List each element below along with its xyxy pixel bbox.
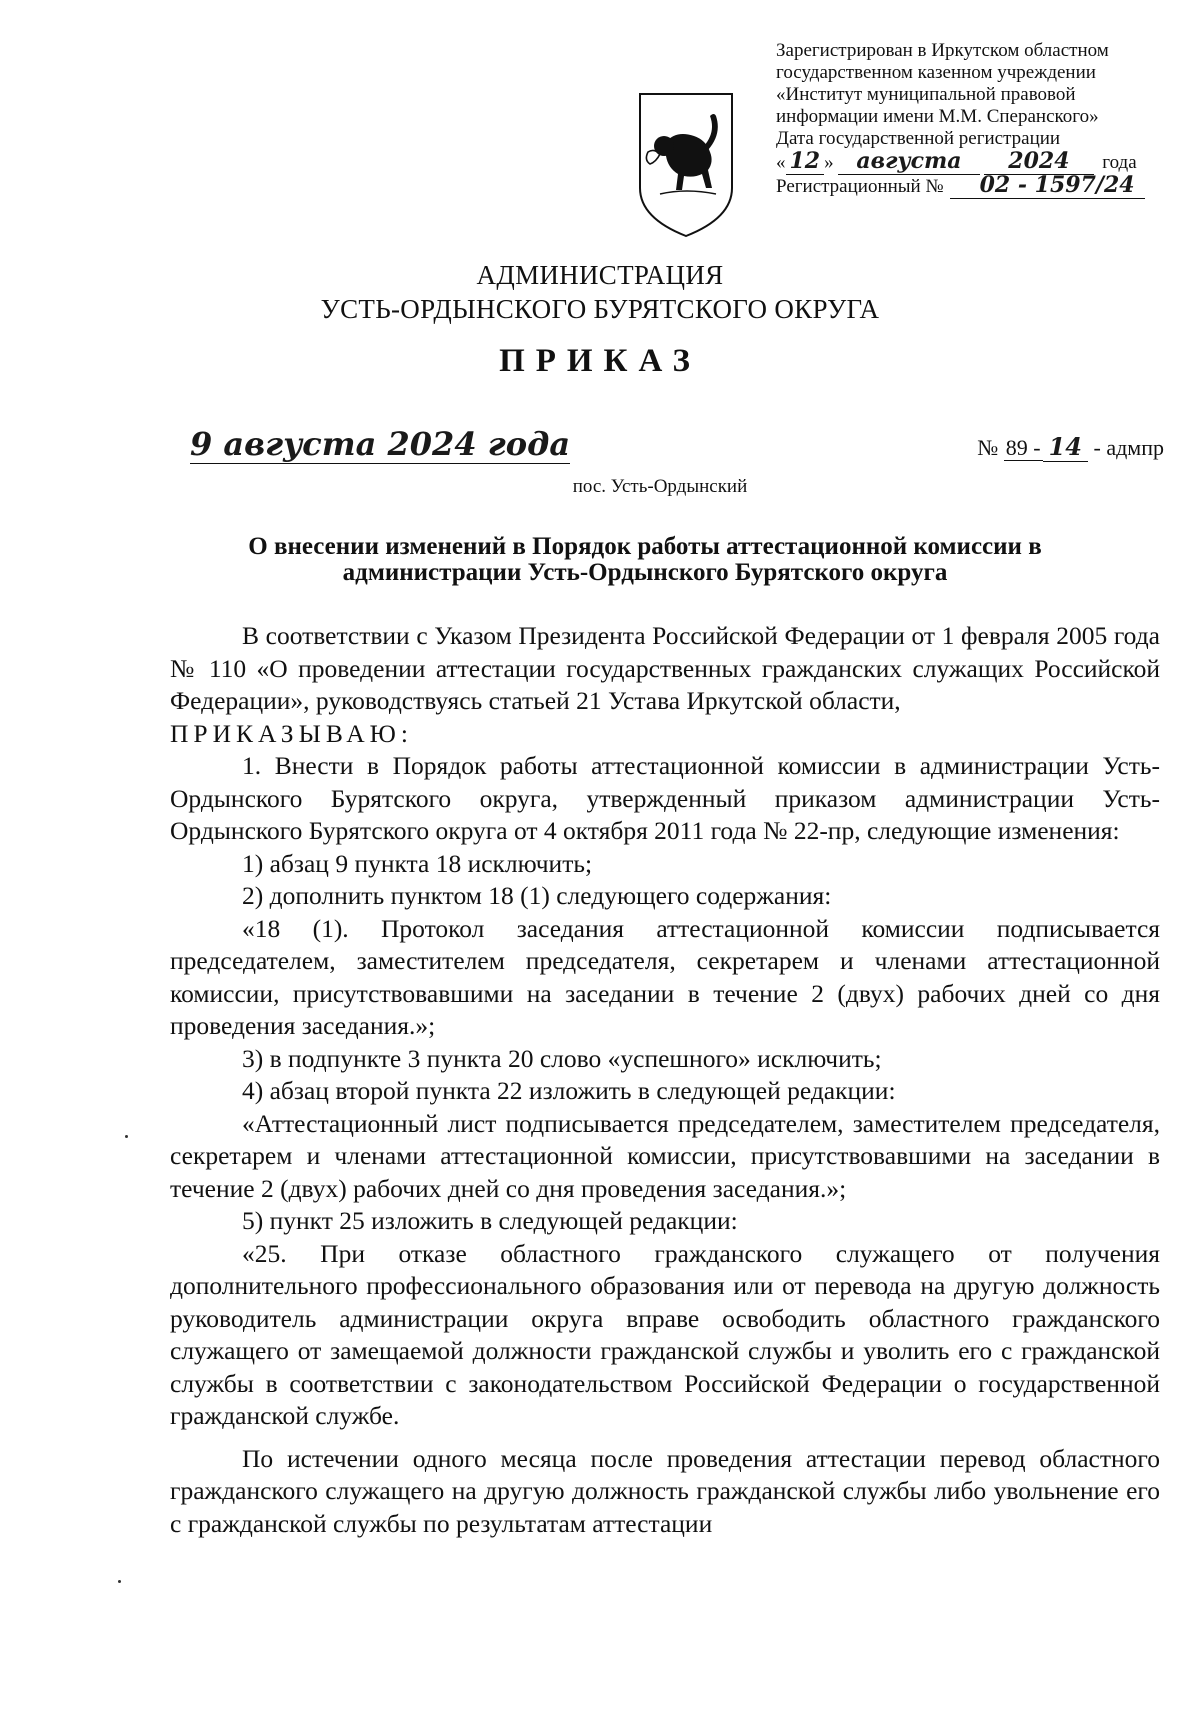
signed-date-value: 9 августа 2024 года <box>190 425 571 463</box>
document-type: ПРИКАЗ <box>499 343 701 379</box>
coat-of-arms-icon <box>636 90 736 240</box>
paragraph: «25. При отказе областного гражданского служащего от получения дополнительного профессионального образования или от перевода на другую должность руководитель администрации округа вправе освободить областного гражданского служащего от замещаемой должности гражданской службы и уволить его с гражданской службы в соответствии с законодательством Российской Федерации о государственной гражданской службе. <box>170 1238 1160 1430</box>
registration-line: Дата государственной регистрации <box>776 128 1061 149</box>
paragraph: По истечении одного месяца после проведения аттестации перевод областного гражданского служащего на другую должность гражданской службы либо увольнение его с гражданской службы по результатам аттестации <box>170 1443 1160 1538</box>
paragraph: В соответствии с Указом Президента Российской Федерации от 1 февраля 2005 года № 110 «О проведении аттестации государственных гражданских служащих Российской Федерации», руководствуясь статьей 21 Устава Иркутской области, <box>170 621 1160 715</box>
paragraph: 5) пункт 25 изложить в следующей редакции: <box>242 1206 738 1235</box>
scan-speck <box>118 1580 121 1583</box>
document-number-hand: 14 <box>1043 432 1088 462</box>
registration-number-value: 02 - 1597/24 <box>950 172 1145 199</box>
document-number: № 89 - 14 - адмпр <box>977 432 1164 461</box>
paragraph: «Аттестационный лист подписывается председателем, заместителем председателя, секретарем и членами аттестационной комиссии, присутствовавшими на заседании в течение 2 (двух) рабочих дней со дня проведения заседания.»; <box>170 1108 1160 1203</box>
registration-year: 2024 <box>984 148 1093 175</box>
registration-year-suffix: года <box>1102 152 1137 173</box>
paragraph: 4) абзац второй пункта 22 изложить в следующей редакции: <box>242 1076 896 1105</box>
registration-block <box>776 40 1176 198</box>
registration-day: 12 <box>786 148 825 175</box>
registration-line: государственном казенном учреждении <box>776 62 1096 83</box>
paragraph: «18 (1). Протокол заседания аттестационной комиссии подписывается председателем, заместителем председателя, секретарем и членами аттестационной комиссии, присутствовавшими на заседании в течение 2 (двух) рабочих дней со дня проведения заседания.»; <box>170 913 1160 1040</box>
signed-date <box>190 425 570 463</box>
registration-line: «Институт муниципальной правовой <box>776 84 1076 105</box>
place: пос. Усть-Ордынский <box>572 476 748 497</box>
organization-header <box>0 258 1200 326</box>
registration-number: Регистрационный № 02 - 1597/24 <box>776 174 1176 198</box>
paragraph: 1. Внести в Порядок работы аттестационной комиссии в администрации Усть-Ордынского Бурятского округа, утвержденный приказом администрации Усть-Ордынского Бурятского округа от 4 октября 2011 года № 22-пр, следующие изменения: <box>170 751 1160 845</box>
registration-line: информации имени М.М. Сперанского» <box>776 106 1099 127</box>
scan-speck <box>125 1135 128 1138</box>
order-word: ПРИКАЗЫВАЮ: <box>170 718 413 748</box>
paragraph: 1) абзац 9 пункта 18 исключить; <box>242 848 593 878</box>
document-title: О внесении изменений в Порядок работы аттестационной комиссии в администрации Усть-Ордынского Бурятского округа <box>248 533 1042 586</box>
registration-line: Зарегистрирован в Иркутском областном <box>776 40 1109 61</box>
org-name-line1: АДМИНИСТРАЦИЯ <box>476 260 724 290</box>
registration-date: « 12 » августа 2024 года <box>776 148 1137 174</box>
org-name-line2: УСТЬ-ОРДЫНСКОГО БУРЯТСКОГО ОКРУГА <box>320 294 880 324</box>
paragraph: 3) в подпункте 3 пункта 20 слово «успешного» исключить; <box>242 1043 882 1073</box>
paragraph: 2) дополнить пунктом 18 (1) следующего содержания: <box>242 881 832 910</box>
document-body <box>170 620 1160 1540</box>
registration-month: августа <box>838 148 979 175</box>
